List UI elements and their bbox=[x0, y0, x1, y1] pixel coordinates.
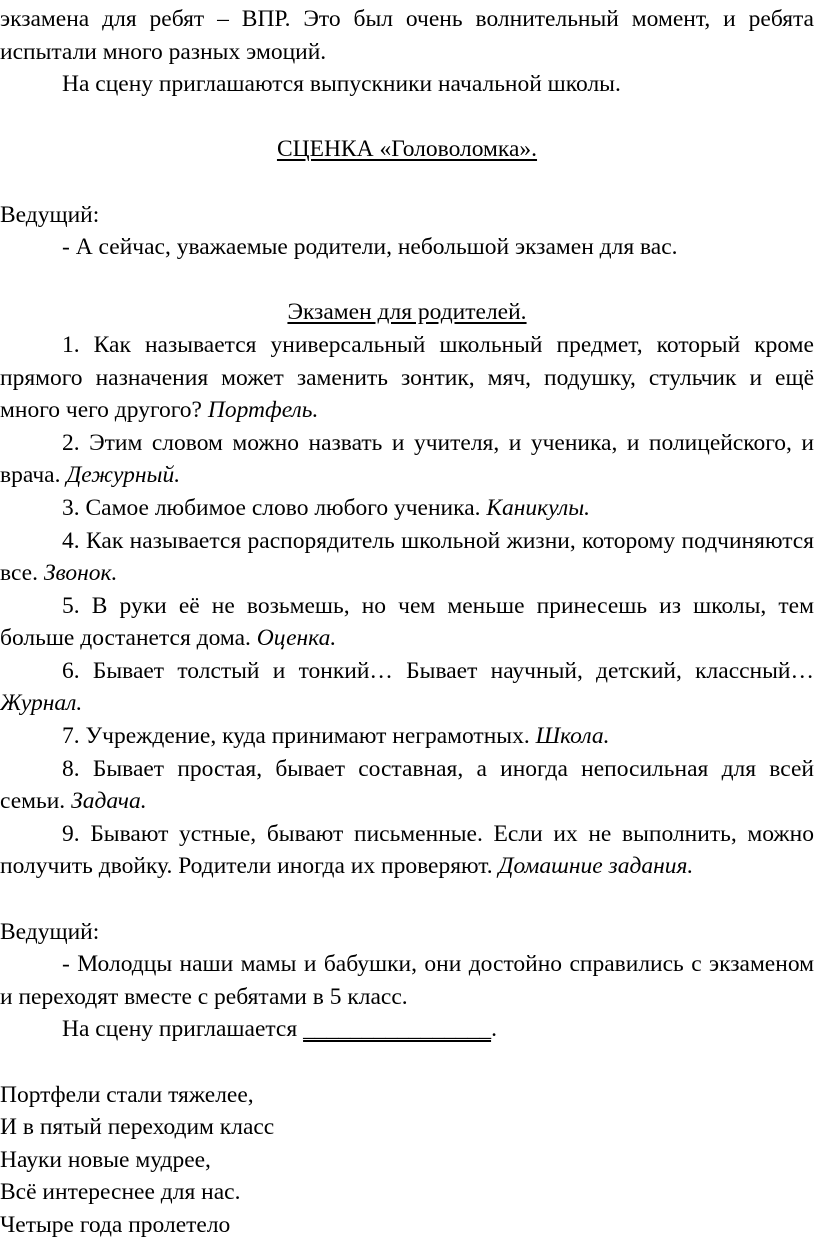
question-6 bbox=[0, 655, 814, 720]
poem-line: Четыре года пролетело bbox=[0, 1211, 231, 1238]
blank-line bbox=[0, 101, 814, 134]
question-text: 9. Бывают устные, бывают письменные. Если их не выполнить, можно получить двойку. Родители иногда их проверяют. bbox=[0, 820, 814, 880]
question-4 bbox=[0, 525, 814, 590]
question-answer: Домашние задания. bbox=[498, 853, 694, 880]
question-text: 4. Как называется распорядитель школьной жизни, которому подчиняются все. bbox=[0, 527, 814, 587]
blank-line bbox=[0, 264, 814, 297]
question-answer: Задача. bbox=[71, 788, 147, 815]
question-answer: Звонок. bbox=[43, 560, 118, 587]
invite-suffix: . bbox=[491, 1016, 497, 1043]
question-text: 2. Этим словом можно назвать и учителя, и ученика, и полицейского, и врача. bbox=[0, 429, 814, 489]
poem-line: Всё интереснее для нас. bbox=[0, 1179, 241, 1206]
host-speech: - Молодцы наши мамы и бабушки, они достойно справились с экзаменом и переходят вместе с ребятами в 5 класс. bbox=[0, 951, 814, 1010]
question-answer: Оценка. bbox=[256, 625, 337, 652]
question-answer: Школа. bbox=[535, 723, 610, 750]
exam-title bbox=[0, 296, 814, 329]
intro-paragraph: экзамена для ребят – ВПР. Это был очень волнительный момент, и ребята испытали много разных эмоций. bbox=[0, 6, 814, 65]
poem-line: Портфели стали тяжелее, bbox=[0, 1081, 254, 1108]
host-speech: - А сейчас, уважаемые родители, небольшой экзамен для вас. bbox=[62, 234, 678, 261]
invite-fill-blank: ________________ bbox=[303, 1016, 492, 1043]
scene-title-text: СЦЕНКА «Головоломка». bbox=[276, 136, 538, 163]
question-8 bbox=[0, 753, 814, 818]
question-text: 6. Бывает толстый и тонкий… Бывает научный, детский, классный… bbox=[62, 657, 814, 684]
question-7 bbox=[0, 720, 814, 753]
question-9 bbox=[0, 818, 814, 883]
question-answer: Дежурный. bbox=[66, 462, 181, 489]
question-answer: Портфель. bbox=[207, 397, 319, 424]
question-5 bbox=[0, 590, 814, 655]
question-text: 5. В руки её не возьмешь, но чем меньше принесешь из школы, тем больше достанется дома. bbox=[0, 592, 814, 652]
intro-invitation: На сцену приглашаются выпускники начальной школы. bbox=[62, 71, 621, 98]
question-text: 8. Бывает простая, бывает составная, а иногда непосильная для всей семьи. bbox=[0, 755, 814, 815]
question-text: 7. Учреждение, куда принимают неграмотных. bbox=[62, 723, 536, 750]
question-text: 1. Как называется универсальный школьный предмет, который кроме прямого назначения может заменить зонтик, мяч, подушку, стульчик и ещё много чего другого? bbox=[0, 331, 814, 424]
scene-title bbox=[0, 133, 814, 166]
invite-prefix: На сцену приглашается bbox=[62, 1016, 304, 1043]
poem-line: И в пятый переходим класс bbox=[0, 1114, 275, 1141]
question-1 bbox=[0, 329, 814, 427]
host-label: Ведущий: bbox=[0, 918, 100, 945]
blank-line bbox=[0, 883, 814, 916]
question-2 bbox=[0, 427, 814, 492]
question-3 bbox=[0, 492, 814, 525]
blank-line bbox=[0, 1046, 814, 1079]
blank-line bbox=[0, 166, 814, 199]
poem-line: Науки новые мудрее, bbox=[0, 1146, 211, 1173]
question-text: 3. Самое любимое слово любого ученика. bbox=[62, 494, 487, 521]
question-answer: Каникулы. bbox=[486, 494, 590, 521]
question-answer: Журнал. bbox=[0, 690, 83, 717]
host-label: Ведущий: bbox=[0, 201, 100, 228]
stage-invitation bbox=[0, 1013, 814, 1046]
exam-title-text: Экзамен для родителей. bbox=[287, 299, 527, 326]
